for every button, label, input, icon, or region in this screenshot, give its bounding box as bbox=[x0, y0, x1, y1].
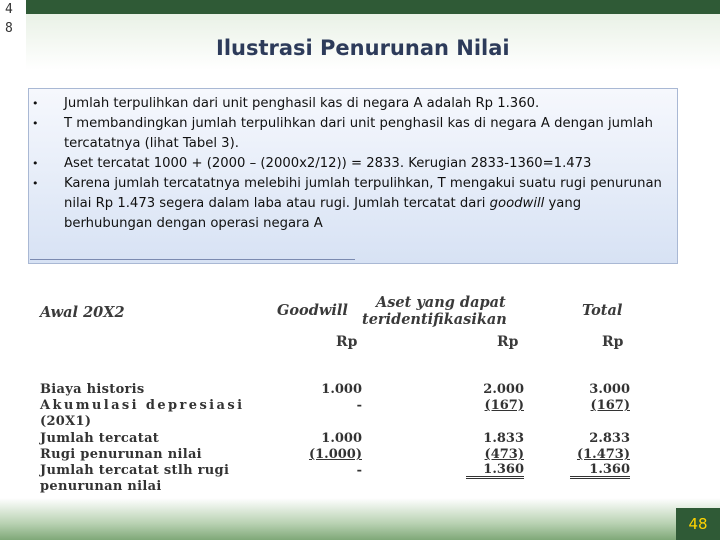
bullet-text: Aset tercatat 1000 + (2000 – (2000x2/12)) = 2833. Kerugian 2833-1360=1.473 bbox=[64, 156, 592, 171]
row-label: Akumulasi depresiasi bbox=[40, 398, 245, 413]
bullet-dot-icon: • bbox=[32, 177, 39, 190]
col-header-aset-line1: Aset yang dapat bbox=[376, 294, 506, 311]
table-period-label: Awal 20X2 bbox=[40, 304, 125, 321]
cell-total: (167) bbox=[590, 398, 630, 413]
bullet-item bbox=[30, 114, 670, 154]
bullet-item bbox=[30, 94, 670, 114]
row-label: Jumlah tercatat stlh rugi bbox=[40, 463, 230, 478]
cell-aset: (167) bbox=[484, 398, 524, 413]
bottom-band bbox=[0, 498, 720, 540]
row-label: (20X1) bbox=[40, 414, 92, 429]
page-number: 48 bbox=[676, 508, 720, 540]
bullet-item bbox=[30, 174, 670, 234]
row-label: Biaya historis bbox=[40, 382, 145, 397]
bullet-text: Jumlah terpulihkan dari unit penghasil kas di negara A adalah Rp 1.360. bbox=[64, 96, 540, 111]
bullet-item bbox=[30, 154, 670, 174]
slide-number-digit-2: 8 bbox=[5, 21, 13, 36]
bullet-text-before: Karena jumlah tercatatnya melebihi jumlah terpulihkan, T mengakui suatu rugi penurunan nilai Rp 1.473 segera dalam laba atau rugi. Jumlah tercatat dari bbox=[64, 176, 662, 211]
cell-aset: 1.833 bbox=[483, 431, 524, 446]
top-bar bbox=[0, 0, 720, 14]
cell-total: 1.360 bbox=[570, 463, 630, 479]
currency-goodwill: Rp bbox=[336, 334, 358, 350]
cell-goodwill: - bbox=[356, 463, 362, 478]
cell-aset: 1.360 bbox=[466, 463, 524, 479]
row-label: penurunan nilai bbox=[40, 479, 162, 494]
bullet-dot-icon: • bbox=[32, 157, 39, 170]
col-header-goodwill: Goodwill bbox=[277, 302, 348, 319]
slide-number-tab bbox=[0, 0, 26, 50]
bullet-list bbox=[30, 94, 670, 234]
cell-aset: 2.000 bbox=[483, 382, 524, 397]
cell-goodwill: 1.000 bbox=[321, 382, 362, 397]
cell-total: (1.473) bbox=[576, 447, 630, 462]
row-label: Jumlah tercatat bbox=[40, 431, 160, 446]
currency-aset: Rp bbox=[497, 334, 519, 350]
slide-title: Ilustrasi Penurunan Nilai bbox=[216, 36, 510, 60]
cell-goodwill: - bbox=[356, 398, 362, 413]
currency-total: Rp bbox=[602, 334, 624, 350]
cell-goodwill: (1.000) bbox=[308, 447, 362, 462]
row-label: Rugi penurunan nilai bbox=[40, 447, 202, 462]
cell-total: 3.000 bbox=[589, 382, 630, 397]
cell-goodwill: 1.000 bbox=[321, 431, 362, 446]
slide-number-digit-1: 4 bbox=[5, 2, 13, 17]
cell-total: 2.833 bbox=[589, 431, 630, 446]
cell-aset: (473) bbox=[484, 447, 524, 462]
bullet-dot-icon: • bbox=[32, 97, 39, 110]
impairment-table bbox=[36, 294, 640, 494]
col-header-aset-line2: teridentifikasikan bbox=[362, 311, 507, 328]
bullet-text-italic: goodwill bbox=[489, 196, 545, 211]
bullet-text-after: yang berhubungan dengan operasi negara A bbox=[64, 196, 582, 231]
col-header-total: Total bbox=[582, 302, 623, 319]
bullet-dot-icon: • bbox=[32, 117, 39, 130]
bullet-text: T membandingkan jumlah terpulihkan dari unit penghasil kas di negara A dengan jumlah tercatatnya (lihat Tabel 3). bbox=[64, 116, 653, 151]
text-box-underline bbox=[30, 259, 355, 260]
